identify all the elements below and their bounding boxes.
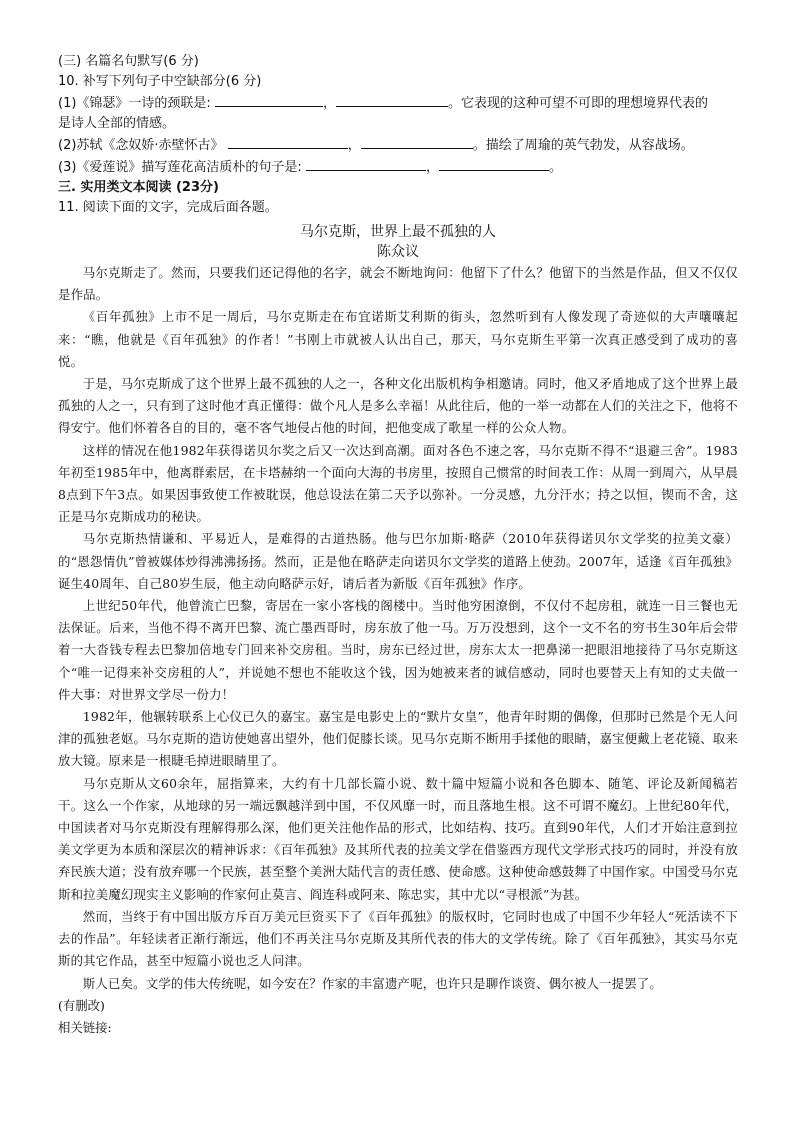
answer-blank[interactable] (336, 92, 448, 107)
item-3-prompt: (3)《爱莲说》描写莲花高洁质朴的句子是: (58, 160, 302, 175)
exam-page (58, 52, 738, 1039)
comma: ， (425, 160, 439, 175)
edit-note: (有删改) (58, 997, 105, 1013)
item-1-prompt: (1)《锦瑟》一诗的颈联是: (58, 96, 211, 111)
answer-blank[interactable] (228, 134, 348, 149)
comma: ， (347, 138, 361, 153)
item-2-tail: 。描绘了周瑜的英气勃发，从容战场。 (472, 138, 694, 153)
answer-blank[interactable] (215, 92, 323, 107)
paragraph: 1982年，他辗转联系上心仪已久的嘉宝。嘉宝是电影史上的“默片女皇”，他青年时期的偶像，但那时已然是个无人问津的孤独老妪。马尔克斯的造访使她喜出望外，他们促膝长谈。见马尔克斯不断用手揉他的眼睛，嘉宝便戴上老花镜、取来放大镜。原来是一根睫毛掉进眼睛里了。 (58, 709, 738, 769)
answer-blank[interactable] (361, 134, 473, 149)
article-title: 马尔克斯，世界上最不孤独的人 (300, 224, 496, 240)
item-2-prompt: (2)苏轼《念奴娇·赤壁怀古》 (58, 138, 224, 153)
paragraph: 上世纪50年代，他曾流亡巴黎，寄居在一家小客栈的阁楼中。当时他穷困潦倒，不仅付不起房租，就连一日三餐也无法保证。后来，当他不得不离开巴黎、流亡墨西哥时，房东放了他一马。万万没想到，这个一文不名的穷书生30年后会带着一大沓钱专程去巴黎加倍地专门回来补交房租。当时，房东已经过世，房东太太一把鼻涕一把眼泪地接待了马尔克斯这个“唯一记得来补交房租的人”，并说她不想也不能收这个钱，因为她被来者的诚信感动，同时也要替天上有知的丈夫做一件大事：对世界文学尽一份力！ (58, 598, 738, 702)
paragraph: 于是，马尔克斯成了这个世界上最不孤独的人之一，各种文化出版机构争相邀请。同时，他又矛盾地成了这个世界上最孤独的人之一，只有到了这时他才真正懂得：做个凡人是多么幸福！从此往后，他的一举一动都在人们的关注之下，他将不得安宁。他们怀着各自的目的，毫不客气地侵占他的时间，把他变成了歌星一样的公众人物。 (58, 376, 738, 436)
comma: ， (322, 96, 336, 111)
paragraph: 斯人已矣。文学的伟大传统呢，如今安在？作家的丰富遗产呢，也许只是聊作谈资、偶尔被人一提罢了。 (82, 975, 662, 991)
answer-blank[interactable] (439, 156, 549, 171)
paragraph: 然而，当终于有中国出版方斥百万美元巨资买下了《百年孤独》的版权时，它同时也成了中国不少年轻人“死活读不下去的作品”。年轻读者正渐行渐远，他们不再关注马尔克斯及其所代表的伟大的文学传统。除了《百年孤独》，其实马尔克斯的其它作品，甚至中短篇小说也乏人问津。 (58, 908, 738, 969)
related-link-label: 相关链接: (58, 1019, 112, 1035)
paragraph: 这样的情况在他1982年获得诺贝尔奖之后又一次达到高潮。面对各色不速之客，马尔克斯不得不“退避三舍”。1983年初至1985年中，他离群索居，在卡塔赫纳一个面向大海的书房里，按照自己惯常的时间表工作：从周一到周六，从早晨8点到下午3点。如果因事致使工作被耽误，他总设法在第二天予以弥补。一分灵感，九分汗水；持之以恒，锲而不舍，这正是马尔克斯成功的秘诀。 (58, 442, 738, 525)
article-body (58, 262, 738, 995)
item-1-tail: 。它表现的这种可望不可即的理想境界代表的 (447, 96, 708, 111)
item-3-tail: 。 (548, 160, 562, 175)
paragraph: 《百年孤独》上市不足一周后，马尔克斯走在布宜诺斯艾利斯的街头，忽然听到有人像发现了奇迹似的大声嚷嚷起来：“瞧，他就是《百年孤独》的作者！”书刚上市就被人认出自己，那天，马尔克斯生平第一次真正感受到了成功的喜悦。 (58, 309, 738, 369)
item-2 (58, 134, 738, 156)
question-11: 11. 阅读下面的文字，完成后面各题。 (58, 200, 278, 215)
item-1 (58, 92, 738, 114)
item-1-continued: 是诗人全部的情感。 (58, 116, 176, 131)
item-3 (58, 156, 738, 178)
paragraph: 马尔克斯热情谦和、平易近人，是难得的古道热肠。他与巴尔加斯·略萨（2010年获得诺贝尔文学奖的拉美文豪）的“恩怨情仇”曾被媒体炒得沸沸扬扬。然而，正是他在略萨走向诺贝尔文学奖的道路上使劲。2007年，适逢《百年孤独》诞生40周年、自己80岁生辰，他主动向略萨示好，请后者为新版《百年孤独》作序。 (58, 531, 738, 591)
paragraph: 马尔克斯从文60余年，屈指算来，大约有十几部长篇小说、数十篇中短篇小说和各色脚本、随笔、评论及新闻稿若干。这么一个作家，从地球的另一端远飘越洋到中国，不仅风靡一时，而且落地生根。这不可谓不魔幻。上世纪80年代，中国读者对马尔克斯没有理解得那么深，他们更关注他作品的形式，比如结构、技巧。直到90年代，人们才开始注意到拉美文学更为本质和深层次的精神诉求：《百年孤独》及其所代表的拉美文学在借鉴西方现代文学形式技巧的同时，并没有放弃民族大道；没有放弃哪一个民族，甚至整个美洲大陆代言的责任感、使命感。这种使命感鼓舞了中国作家。中国受马尔克斯和拉美魔幻现实主义影响的作家何止莫言、阎连科或阿来、陈忠实，其中尤以“寻根派”为甚。 (58, 775, 738, 902)
paragraph: 马尔克斯走了。然而，只要我们还记得他的名字，就会不断地询问：他留下了什么？他留下的当然是作品，但又不仅仅是作品。 (58, 265, 738, 303)
question-10: 10. 补写下列句子中空缺部分(6 分) (58, 74, 262, 89)
article-author: 陈众议 (377, 244, 419, 260)
section3-heading: (三) 名篇名句默写(6 分) (58, 54, 199, 69)
section4-heading: 三. 实用类文本阅读 (23分) (58, 180, 219, 195)
answer-blank[interactable] (306, 156, 426, 171)
